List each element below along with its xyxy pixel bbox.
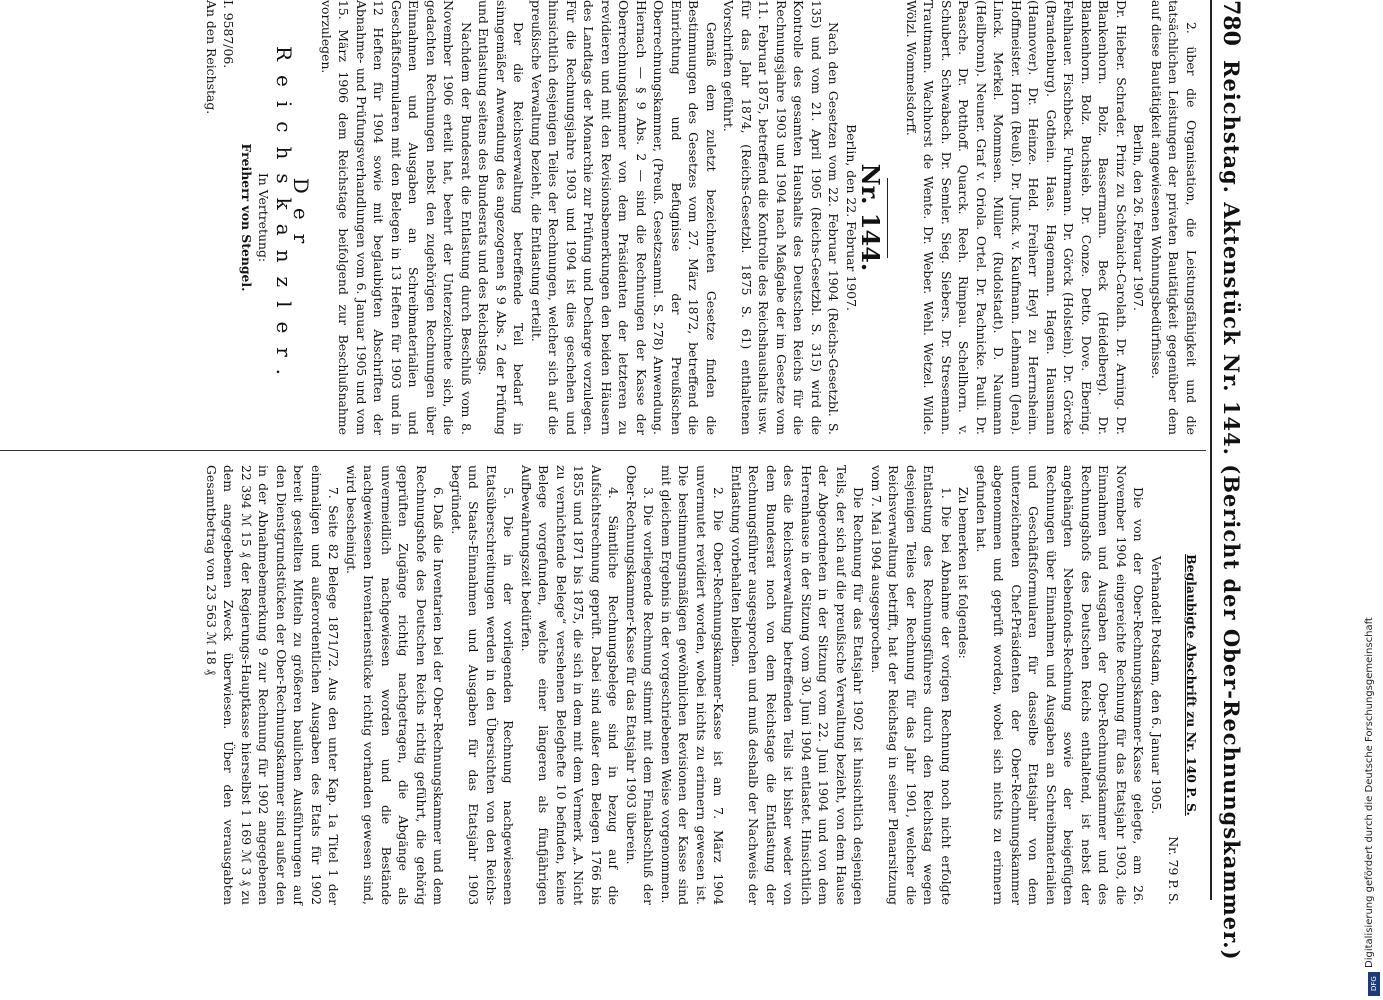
paragraph-1: Nach den Gesetzen vom 22. Februar 1904 (Reichs-Gesetzbl. S. 135) und vom 21. April 1905 (Reichs-Gesetzbl. S. 315) wird die Kontrolle des gesamten Haushalts des Deutschen Reichs für die Rechnungsjahre 1903 und 1904 nach Maßgabe der im Gesetze vom 11. Februar 1875, betreffend die Kontrolle des Reichshaushalts usw. für das Jahr 1874, (Reichs-Gesetzbl. 1875 S. 61) enthaltenen Vorschriften geführt. <box>721 0 842 435</box>
left-column <box>203 0 1201 435</box>
right-column <box>203 465 1201 905</box>
reference-number: I. 9587/06. <box>221 0 237 69</box>
digitization-note: Digitalisierung gefördert durch die Deutsche Forschungsgemeinschaft <box>1364 617 1375 968</box>
column-divider <box>0 450 1206 451</box>
representation-note: In Vertretung: <box>256 172 272 263</box>
paragraph-3: Der die Reichsverwaltung betreffende Teil bedarf in sinngemäßer Anwendung des angezogenen § 9 Abs. 2 der Prüfung und Entlastung seitens des Bundesrats und des Reichstags. <box>476 0 527 435</box>
right-paragraph-2: Zu bemerken ist folgendes: <box>956 487 972 659</box>
chancellor-heading: Der Reichskanzler. <box>272 45 314 390</box>
signatories-list: Dr. Hieber. Schrader. Prinz zu Schönaich-Carolath. Dr. Arning. Dr. Blankenhorn. Bolz. Bassermann. Beck (Heidelberg). Dr. Blankenhorn. Bolz. Buchsieb. Dr. Conze. Detto. Dove. Ebering. Fehlhauer. Fischbeck. Fuhrmann. Dr. Görck (Holstein). Dr. Görcke (Brandenburg). Gothein. Haas. Hagemann. Hagen. Hausmann (Hannover). Dr. Heinze. Held. Freiherr Heyl zu Herrnsheim. Hoffmeister. Horn (Reuß). Dr. Junck. v. Kaufmann. Lehmann (Jena). Linck. Merkel. Mommsen. Müller (Rudolstadt). D. Naumann (Heilbronn). Neuner. Graf v. Oriola. Ortel. Dr. Pachnicke. Pauli. Dr. Paasche. Dr. Potthoff. Quarck. Reeh. Rimpau. Schellhorn. v. Schubert. Schwabach. Dr. Semler. Sieg. Siebers. Dr. Stresemann. Trautmann. Wachhorst de Wente. Dr. Weber. Wehl. Wetzel. Wilde. Wölzl. Wommelsdorff. <box>904 0 1129 435</box>
addressee: An den Reichstag. <box>204 0 219 115</box>
item-2: 2. über die Organisation, die Leistungsfähigkeit und die tatsächlichen Leistungen der privaten Bautätigkeit gegenüber dem auf diese Bautätigkeit angewiesenen Wohnungsbedürfnisse. <box>1149 0 1199 435</box>
place-date-line: Verhandelt Potsdam, den 6. Januar 1905. <box>1149 555 1164 815</box>
right-paragraph-8: 5. Die in der vorliegenden Rechnung nachgewiesenen Etatsüberschreitungen werden in den Übersichten von den Reichs- und Staats-Einnahmen und Ausgaben für das Etatsjahr 1903 begründet. <box>449 465 517 905</box>
paragraph-2: Gemäß dem zuletzt bezeichneten Gesetze finden die Bestimmungen des Gesetzes vom 27. März 1872, betreffend die Einrichtung und Befugnisse der Preußischen Oberrechnungskammer, (Preuß. Gesetzsamml. S. 278) Anwendung. Hiernach — § 9 Abs. 2 — sind die Rechnungen der Kasse der Oberrechnungskammer von dem Präsidenten der letzteren zu revidieren und mit den Revisionsbemerkungen den beiden Häusern des Landtags der Monarchie zur Prüfung und Decharge vorzulegen. Für die Rechnungsjahre 1903 und 1904 ist dies geschehen und hinsichtlich desjenigen Teiles der Rechnungen, welcher sich auf die preußische Verwaltung bezieht, die Entlastung erteilt. <box>529 0 719 435</box>
sub-reference: Nr. 79 P. S. <box>1166 836 1182 905</box>
page-title: Reichstag. Aktenstück Nr. 144. (Bericht der Ober-Rechnungskammer.) <box>1219 60 1244 961</box>
document-number: Nr. 144. <box>856 163 886 272</box>
right-paragraph-4: Die Rechnung für das Etatsjahr 1902 ist hinsichtlich desjenigen Teils, der sich auf die preußische Verwaltung bezieht, von dem Hause der Abgeordneten in der Sitzung vom 22. Juni 1904 und von dem Herrenhause in der Sitzung vom 30. Juni 1904 entlastet. Hinsichtlich des die Reichsverwaltung betreffenden Teils ist bisher weder von dem Bundesrat noch von dem Reichstage die Entlastung der Rechnungsführer ausgesprochen und muß deshalb der Nachweis der Entlastung vorbehalten bleiben. <box>729 465 867 905</box>
date-line-2: Berlin, den 22. Februar 1907. <box>844 124 859 311</box>
right-paragraph-9: 6. Daß die Inventarien bei der Ober-Rechnungskammer und dem Rechnungshofe des Deutschen Reichs richtig geführt, die gehörig geprüften Zugänge richtig nachgetragen, die Abgänge als unvermeidlich nachgewiesen worden und die Bestände nachgewiesenen Inventarienstücke richtig vorhanden gewesen sind, wird bescheinigt. <box>344 465 447 905</box>
right-paragraph-7: 4. Sämtliche Rechnungsbelege sind in bezug auf die Aufsichtsrechnung geprüft. Dabei sind außer den Belegen 1766 bis 1855 und 1871 bis 1875, die sich in dem mit dem Vermerk „A. Nicht zu vernichtende Belege“ versehenen Beleghefte 10 befinden, keine Belege vorgefunden, welche einer längeren als fünfjährigen Aufbewahrungszeit bedürfen. <box>519 465 622 905</box>
section-divider <box>888 178 889 258</box>
paragraph-4: Nachdem der Bundesrat die Entlastung durch Beschluß vom 8. November 1906 erteilt hat, beehrt der Unterzeichnete sich, die gedachten Rechnungen nebst den zugehörigen Rechnungen über Einnahmen und Ausgaben an Schreibmaterialien und Geschäftsformularen mit den Belegen in 13 Heften für 1903 und in 12 Heften für 1904 sowie mit beglaubigten Abschriften der Abnahme- und Prüfungsverhandlungen vom 6. Januar 1905 und vom 15. März 1906 dem Reichstage beifolgend zur Beschlußnahme vorzulegen. <box>319 0 474 435</box>
certified-copy-heading: Beglaubigte Abschrift zu Nr. 140 P. S. <box>1184 554 1199 816</box>
page-header <box>1208 0 1248 961</box>
header-rule <box>1210 0 1212 900</box>
signature: Freiherr von Stengel. <box>239 143 254 292</box>
page-number: 780 <box>1218 0 1244 46</box>
date-line-1: Berlin, den 26. Februar 1907. <box>1131 124 1147 311</box>
dfg-logo: DFG <box>1368 972 1380 996</box>
right-paragraph-10: 7. Seite 82 Belege 1871/72. Aus den unter Kap. 1a Titel 1 der einmaligen und außerordentlichen Ausgaben des Etats für 1902 bereit gestellten Mitteln zu größeren baulichen Ausführungen auf den Dienstgrundstücken der Ober-Rechnungskammer sind außer den in der Abnahmebemerkung 9 zur Rechnung für 1902 angegebenen 22 394 ℳ 15 ₰ der Regierungs-Hauptkasse hierselbst 1 169 ℳ 3 ₰ zu dem angegebenen Zweck überwiesen. Über den verausgabten Gesamtbetrag von 23 563 ℳ 18 ₰ <box>204 465 342 905</box>
right-paragraph-5: 2. Die Ober-Rechnungskammer-Kasse ist am 7. März 1904 unvermutet revidiert worden, wobei nichts zu erinnern gewesen ist. Die bestimmungsmäßigen gewöhnlichen Revisionen der Kasse sind mit gleichem Ergebnis in der vorgeschriebenen Weise vorgenommen. <box>659 465 727 905</box>
right-paragraph-6: 3. Die vorliegende Rechnung stimmt mit dem Finalabschluß der Ober-Rechnungskammer-Kasse für das Etatsjahr 1903 überein. <box>624 465 657 905</box>
right-paragraph-1: Die von der Ober-Rechnungskammer-Kasse gelegte, am 26. November 1904 eingereichte Rechnung für das Etatsjahr 1903, die Einnahmen und Ausgaben der Ober-Rechnungskammer und des Rechnungshofs des Deutschen Reichs enthaltend, ist nebst der angehängten Nebenfonds-Rechnung sowie der beigefügten Rechnungen über Einnahmen und Ausgaben an Schreibmaterialien und Geschäftsformularen für dasselbe Etatsjahr von dem unterzeichneten Chef-Präsidenten der Ober-Rechnungskammer abgenommen und geprüft worden, wobei sich nichts zu erinnern gefunden hat. <box>974 465 1147 905</box>
right-paragraph-3: 1. Die bei Abnahme der vorigen Rechnung noch nicht erfolgte Entlastung des Rechnungsführers durch den Reichstag wegen desjenigen Teiles der Rechnung für das Jahr 1901, welcher die Reichsverwaltung betrifft, hat der Reichstag in seiner Plenarsitzung vom 7. Mai 1904 ausgesprochen. <box>869 465 954 905</box>
